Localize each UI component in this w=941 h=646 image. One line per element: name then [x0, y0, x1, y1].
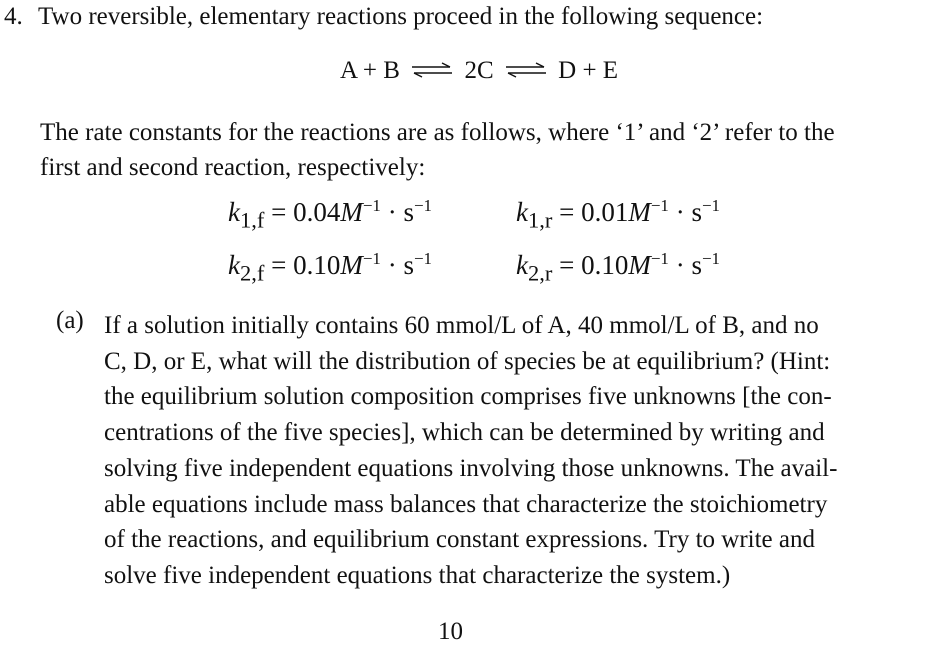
rate-k1f: $k_{1,f} = 0.04M^{-1} \cdot s^{-1}$ [228, 196, 433, 233]
equilibrium-arrow-icon [410, 62, 454, 78]
part-a-text [104, 308, 934, 594]
rate-k2r: $k_{2,r} = 0.10M^{-1} \cdot s^{-1}$ [516, 249, 721, 286]
rate-k2f: $k_{2,f} = 0.10M^{-1} \cdot s^{-1}$ [228, 249, 433, 286]
problem-intro: Two reversible, elementary reactions proceed in the following sequence: [38, 3, 764, 30]
rate-intro-line: The rate constants for the reactions are as follows, where ‘1’ and ‘2’ refer to the [40, 119, 835, 146]
problem-number: 4. [4, 3, 23, 30]
part-a-line: solving five independent equations involving those unknowns. The avail- [104, 454, 838, 482]
part-a-line: able equations include mass balances that characterize the stoichiometry [104, 490, 828, 518]
part-a-line: solve five independent equations that characterize the system.) [104, 561, 731, 589]
part-a-line: centrations of the five species], which can be determined by writing and [104, 419, 825, 447]
reaction-equation [340, 56, 618, 83]
part-a-label: (a) [56, 307, 84, 334]
equilibrium-arrow-icon [504, 62, 548, 78]
products: D + E [558, 56, 619, 84]
rate-constants-intro [40, 115, 935, 185]
rate-intro-line: first and second reaction, respectively: [40, 154, 426, 181]
reactants: A + B [340, 56, 400, 84]
part-a-line: the equilibrium solution composition comprises five unknowns [the con- [104, 383, 832, 411]
part-a-line: C, D, or E, what will the distribution of species be at equilibrium? (Hint: [104, 347, 831, 375]
part-a-line: of the reactions, and equilibrium constant expressions. Try to write and [104, 526, 815, 554]
rate-k1r: $k_{1,r} = 0.01M^{-1} \cdot s^{-1}$ [516, 196, 721, 233]
part-a-line: If a solution initially contains 60 mmol/L of A, 40 mmol/L of B, and no [104, 312, 819, 339]
page-number: 10 [438, 618, 463, 645]
intermediate: 2C [464, 56, 494, 84]
